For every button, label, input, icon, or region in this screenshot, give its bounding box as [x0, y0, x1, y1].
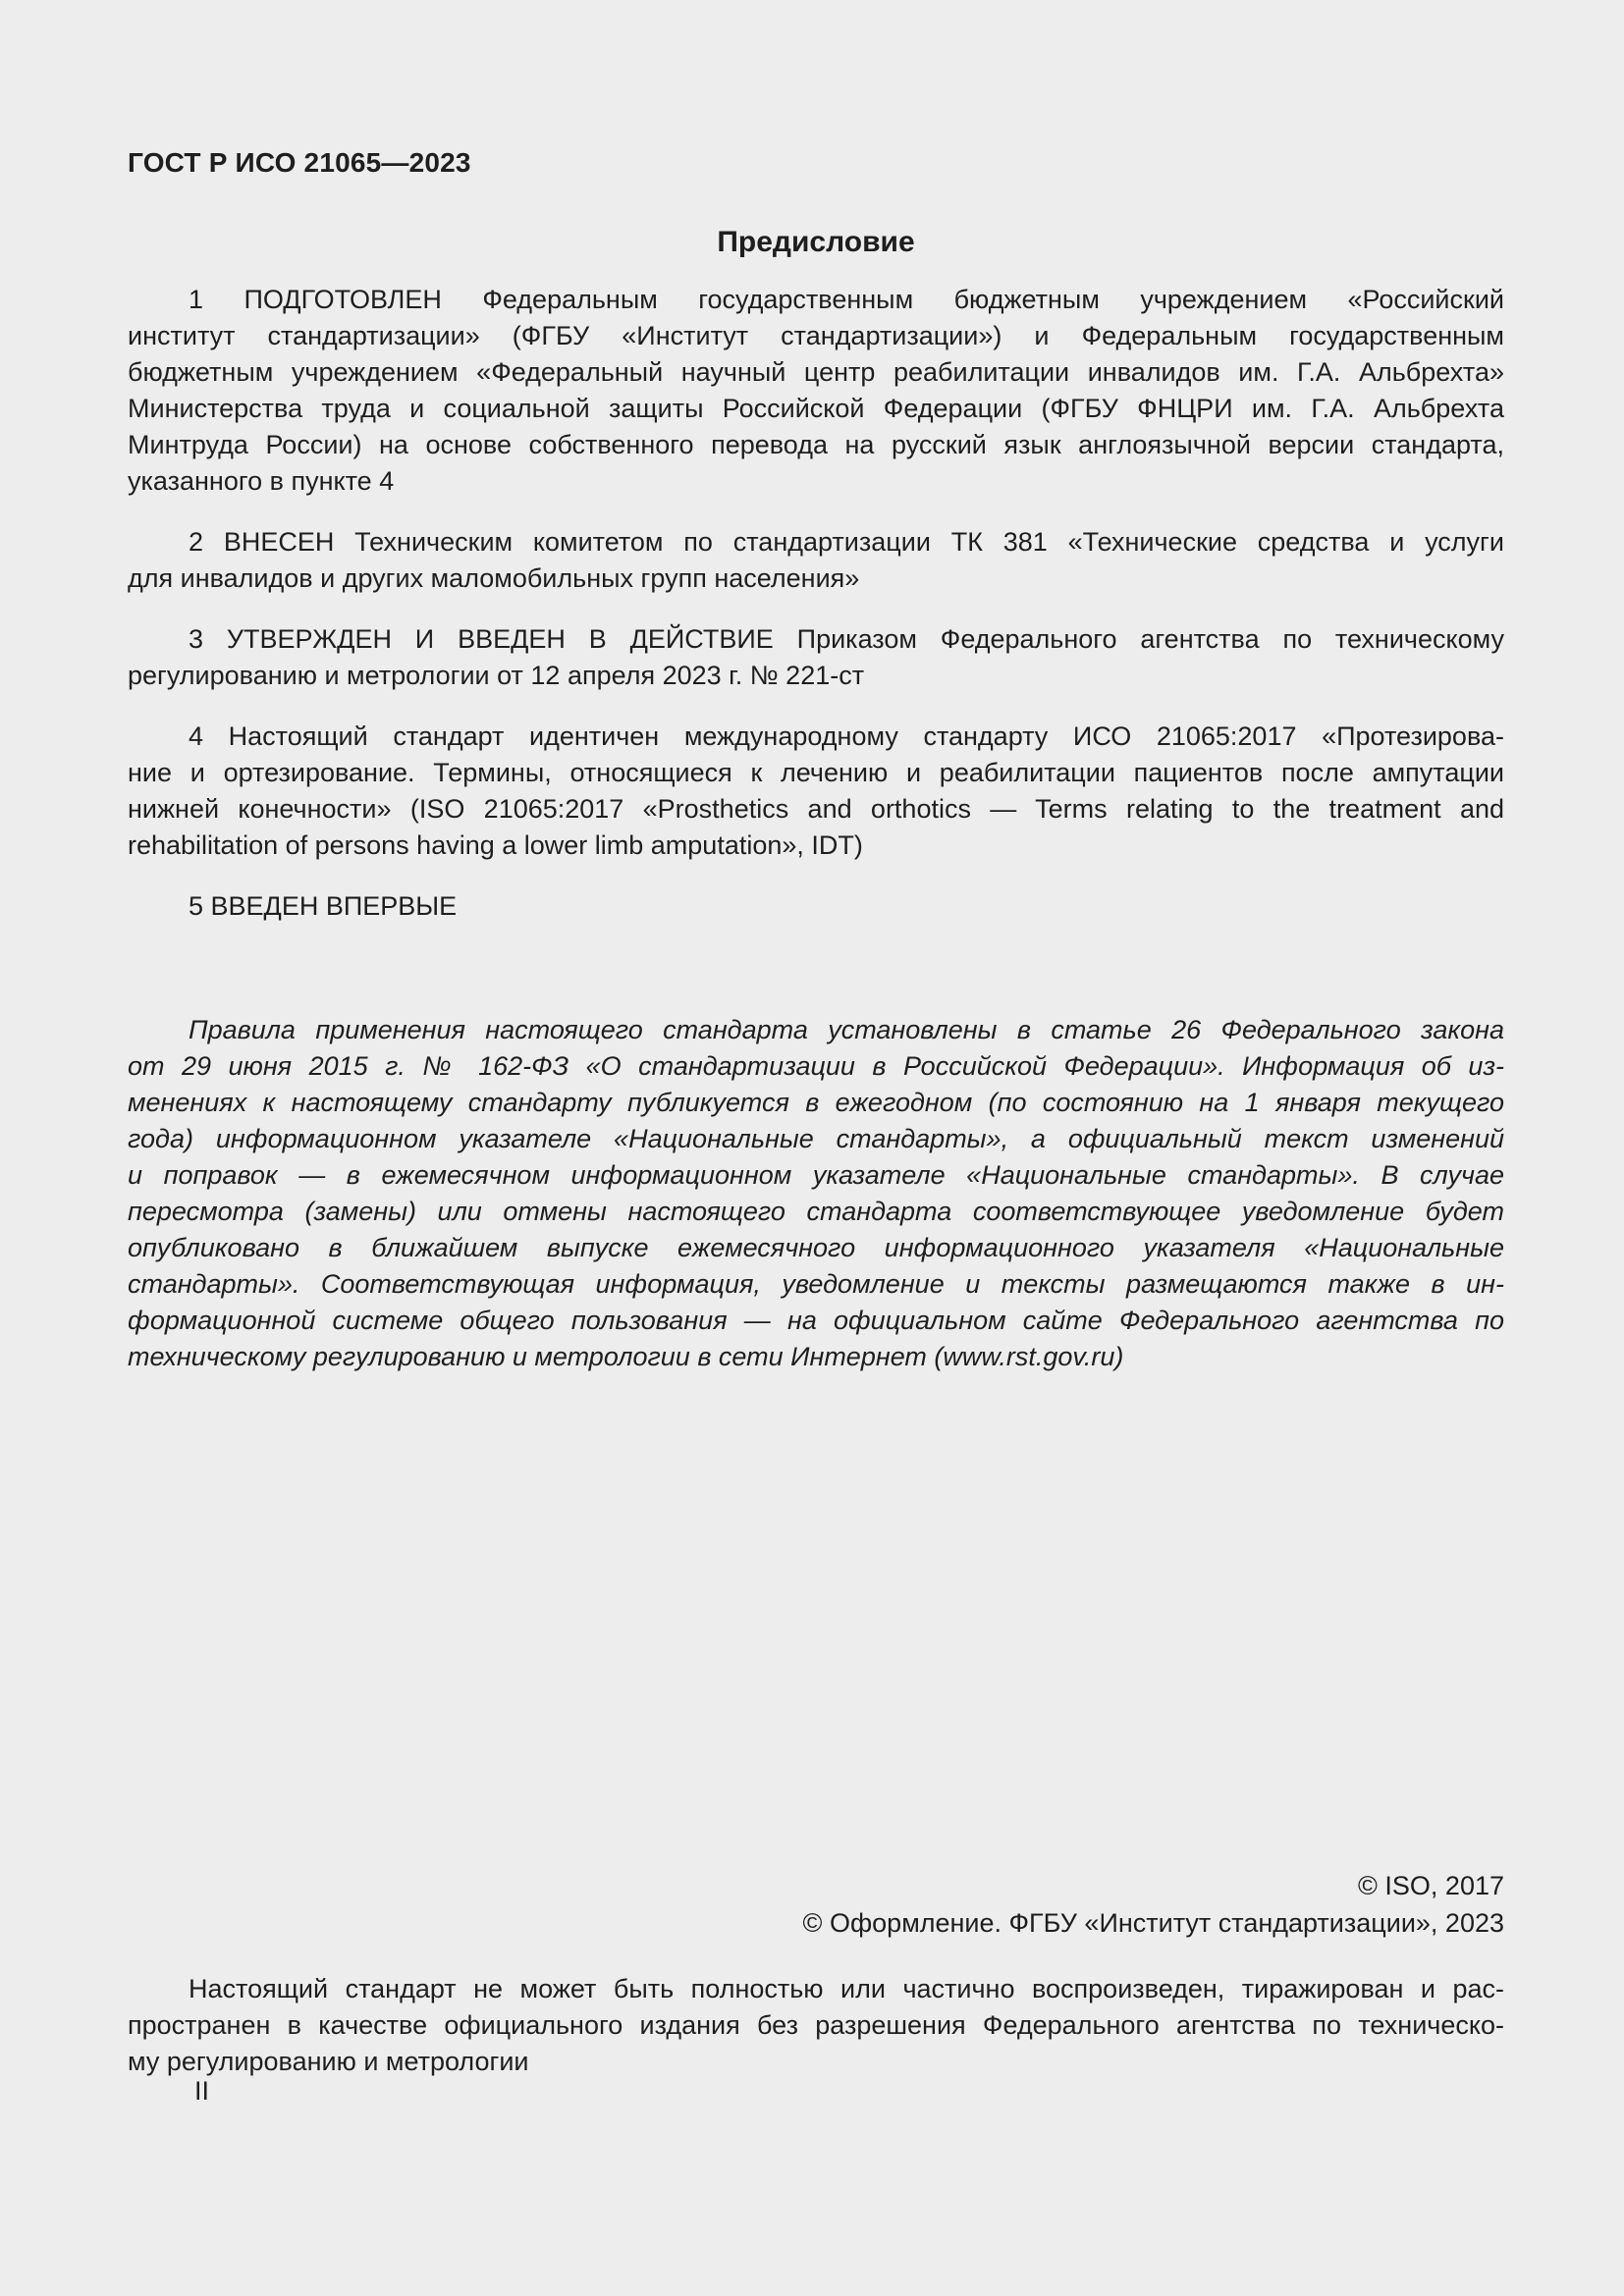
text-line: му регулированию и метрологии — [128, 2047, 529, 2076]
copyright-iso: © ISO, 2017 — [1358, 1871, 1504, 1900]
text-line: пересмотра (замены) или отмены настоящего стандарта соответствующее уведомление будет — [128, 1197, 1504, 1226]
text-line: 3 УТВЕРЖДЕН И ВВЕДЕН В ДЕЙСТВИЕ Приказом Федерального агентства по техническому — [189, 624, 1504, 654]
text-line: техническому регулированию и метрологии в сети Интернет (www.rst.gov.ru) — [128, 1342, 1124, 1371]
copyright-block — [803, 1867, 1504, 1942]
reproduction-restriction-note — [128, 1971, 1504, 2080]
text-line: 1 ПОДГОТОВЛЕН Федеральным государственным бюджетным учреждением «Российский — [189, 285, 1504, 314]
copyright-publisher: © Оформление. ФГБУ «Институт стандартизации», 2023 — [802, 1908, 1504, 1938]
text-line: 5 ВВЕДЕН ВПЕРВЫЕ — [189, 891, 458, 921]
text-line: ние и ортезирование. Термины, относящиеся к лечению и реабилитации пациентов после ампутации — [128, 758, 1504, 787]
text-line: rehabilitation of persons having a lower limb amputation», IDT) — [128, 830, 863, 860]
text-line: и поправок — в ежемесячном информационном указателе «Национальные стандарты». В случае — [128, 1160, 1504, 1190]
foreword-paragraph-3 — [128, 621, 1504, 694]
text-line: формационной системе общего пользования — на официальном сайте Федерального агентства по — [128, 1306, 1504, 1335]
page-title: Предисловие — [717, 226, 915, 258]
foreword-paragraph-2 — [128, 524, 1504, 597]
text-line: бюджетным учреждением «Федеральный научный центр реабилитации инвалидов им. Г.А. Альбрехта» — [128, 357, 1504, 387]
text-line: для инвалидов и других маломобильных групп населения» — [128, 563, 860, 593]
foreword-paragraph-4 — [128, 719, 1504, 864]
foreword-paragraph-5 — [128, 888, 1504, 925]
text-line: менениях к настоящему стандарту публикуется в ежегодном (по состоянию на 1 января текущего — [128, 1088, 1504, 1117]
text-line: стандарты». Соответствующая информация, уведомление и тексты размещаются также в ин- — [128, 1269, 1504, 1299]
text-line: пространен в качестве официального издания без разрешения Федерального агентства по техническо- — [128, 2010, 1504, 2040]
text-line: от 29 июня 2015 г. № 162-ФЗ «О стандартизации в Российской Федерации». Информация об из- — [128, 1051, 1504, 1081]
text-line: нижней конечности» (ISO 21065:2017 «Prosthetics and orthotics — Terms relating to the treatment and — [128, 794, 1504, 824]
page-number: II — [194, 2076, 210, 2106]
text-line: регулированию и метрологии от 12 апреля 2023 г. № 221-ст — [128, 661, 865, 690]
application-rules-note — [128, 1012, 1504, 1375]
text-line: Настоящий стандарт не может быть полностью или частично воспроизведен, тиражирован и рас- — [189, 1974, 1504, 2003]
text-line: указанного в пункте 4 — [128, 466, 395, 496]
text-line: институт стандартизации» (ФГБУ «Институт стандартизации») и Федеральным государственным — [128, 321, 1504, 350]
text-line: года) информационном указателе «Национальные стандарты», а официальный текст изменений — [128, 1124, 1504, 1153]
text-line: 4 Настоящий стандарт идентичен международному стандарту ИСО 21065:2017 «Протезирова- — [189, 721, 1504, 751]
text-line: Минтруда России) на основе собственного перевода на русский язык англоязычной версии стандарта, — [128, 430, 1504, 459]
text-line: Правила применения настоящего стандарта установлены в статье 26 Федерального закона — [189, 1015, 1504, 1044]
text-line: Министерства труда и социальной защиты Российской Федерации (ФГБУ ФНЦРИ им. Г.А. Альбрехта — [128, 394, 1504, 423]
text-line: 2 ВНЕСЕН Техническим комитетом по стандартизации ТК 381 «Технические средства и услуги — [189, 527, 1504, 557]
standard-designation: ГОСТ Р ИСО 21065—2023 — [128, 147, 471, 178]
text-line: опубликовано в ближайшем выпуске ежемесячного информационного указателя «Национальные — [128, 1233, 1504, 1262]
foreword-paragraph-1 — [128, 282, 1504, 500]
foreword-section — [128, 282, 1504, 949]
